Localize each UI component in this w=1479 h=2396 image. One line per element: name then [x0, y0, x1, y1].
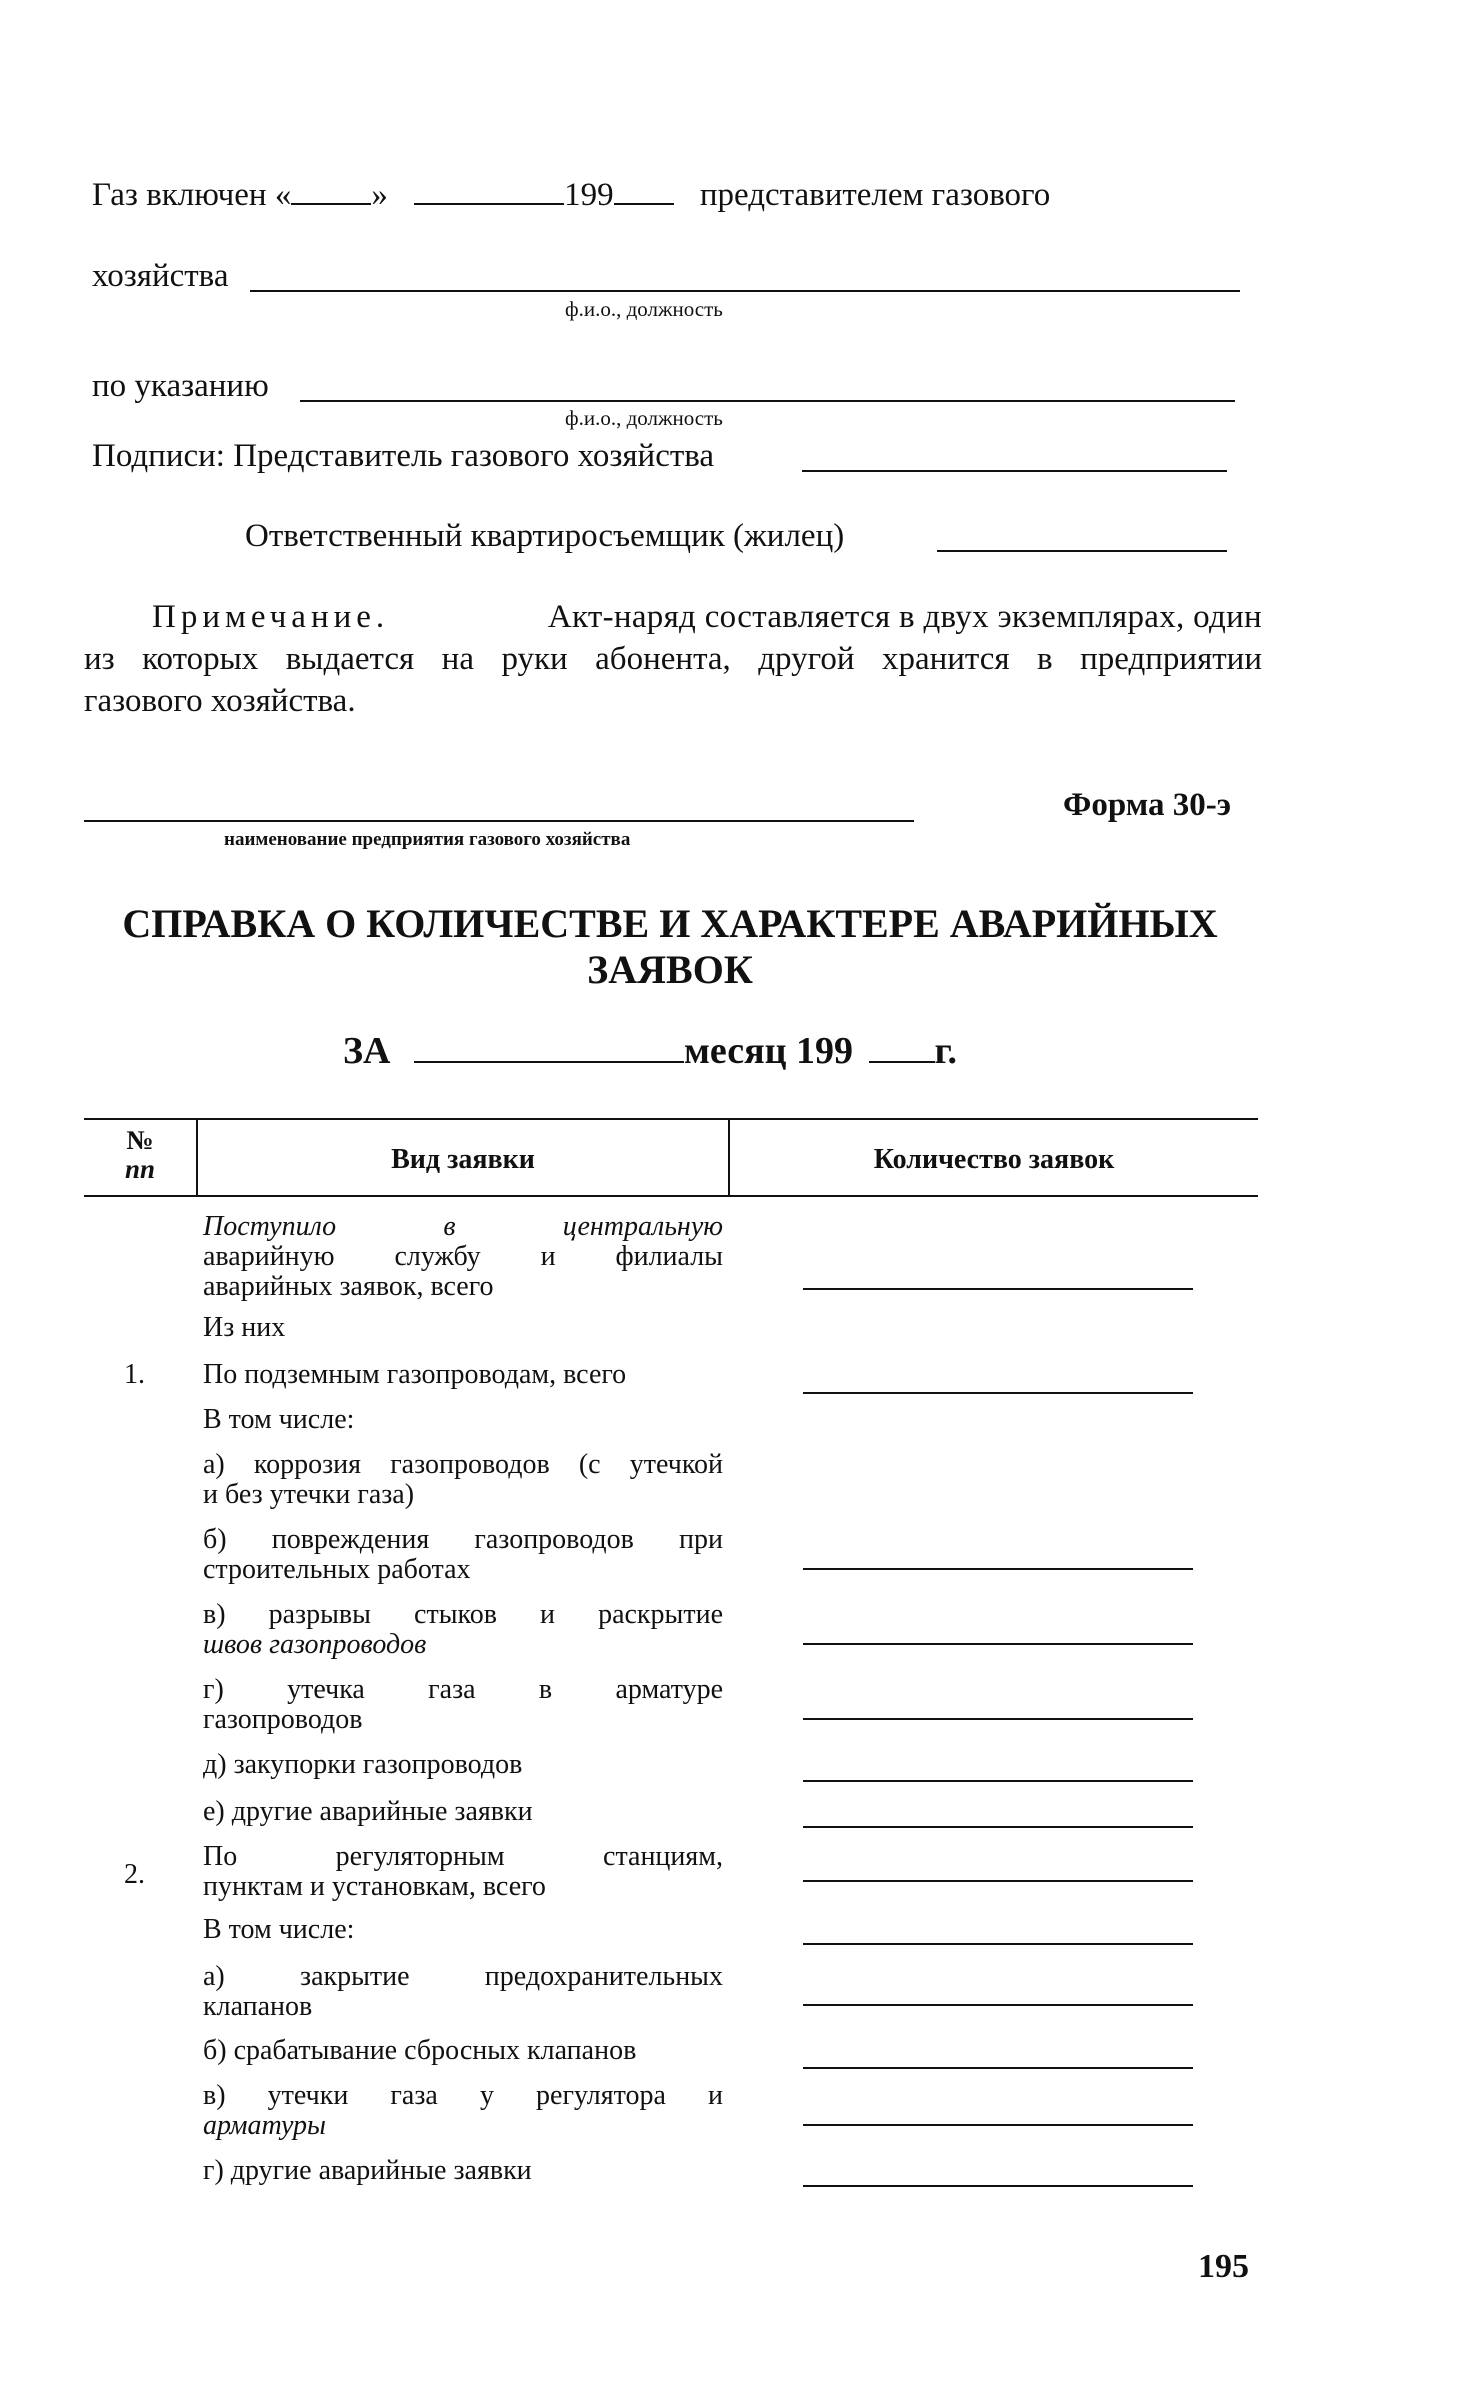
doc-title-line-2: ЗАЯВОК: [587, 947, 753, 992]
gas-on-line: [92, 175, 1050, 214]
signature-line: [802, 470, 1227, 472]
col-type-header: Вид заявки: [391, 1144, 535, 1175]
year-label: 199: [564, 177, 614, 213]
table-row: По подземным газопроводам, всего: [203, 1359, 627, 1390]
note-line-2: из которых выдается на руки абонента, другой хранится в предприятии: [84, 641, 1262, 677]
page-number: 195: [1198, 2248, 1249, 2285]
col-num-symbol: №: [126, 1125, 154, 1155]
signatures-label: Подписи: Представитель газового хозяйства: [92, 438, 715, 474]
table-row: а) закрытие предохранительных клапанов: [203, 1961, 723, 2022]
gas-on-label: Газ включен «: [92, 177, 292, 213]
table-row: Поступило в центральную аварийную службу и филиалы аварийных заявок, всего: [203, 1211, 723, 1302]
answer-line: [803, 1880, 1193, 1882]
table-row: г) другие аварийные заявки: [203, 2155, 532, 2186]
table-row: д) закупорки газопроводов: [203, 1749, 523, 1780]
table-top-rule: [84, 1118, 1258, 1120]
org-name-caption: наименование предприятия газового хозяйства: [224, 829, 631, 850]
month-name-blank: [414, 1031, 684, 1063]
table-row: в) утечки газа у регулятора и арматуры: [203, 2080, 723, 2141]
table-row: По регуляторным станциям, пунктам и установкам, всего: [203, 1841, 723, 1902]
answer-line: [803, 1568, 1193, 1570]
table-row: В том числе:: [203, 1914, 355, 1945]
answer-line: [803, 2124, 1193, 2126]
year-blank: [614, 175, 674, 205]
table-row: г) утечка газа в арматуре газопроводов: [203, 1674, 723, 1735]
month-blank: [414, 175, 564, 205]
col-count-header: Количество заявок: [873, 1144, 1115, 1175]
col-num-abbr: пп: [124, 1154, 156, 1184]
period-year-blank: [869, 1031, 935, 1063]
answer-line: [803, 1718, 1193, 1720]
form-label: Форма 30-э: [1063, 787, 1231, 823]
answer-line: [803, 2185, 1193, 2187]
period-prefix: ЗА: [343, 1030, 391, 1072]
table-row: Из них: [203, 1312, 286, 1343]
answer-line: [803, 1826, 1193, 1828]
note-title: Примечание.: [152, 599, 390, 635]
table-row: е) другие аварийные заявки: [203, 1796, 533, 1827]
fio-caption-1: ф.и.о., должность: [565, 297, 723, 321]
doc-title-line-1: СПРАВКА О КОЛИЧЕСТВЕ И ХАРАКТЕРЕ АВАРИЙНЫХ: [122, 901, 1218, 946]
table-row: а) коррозия газопроводов (с утечкой и без утечки газа): [203, 1449, 723, 1510]
fio-line-2: [300, 400, 1235, 402]
period-line: [343, 1030, 957, 1072]
note-line-1: [152, 598, 1262, 636]
org-name-line: [84, 820, 914, 822]
row-number: 2.: [124, 1859, 145, 1890]
answer-line: [803, 1392, 1193, 1394]
table-row: б) срабатывание сбросных клапанов: [203, 2035, 637, 2066]
tenant-line: [937, 550, 1227, 552]
period-month: месяц 199: [684, 1030, 854, 1072]
answer-line: [803, 2004, 1193, 2006]
table-header-rule: [84, 1195, 1258, 1197]
note-text-1: Акт-наряд составляется в двух экземплярах, один: [547, 599, 1262, 635]
tenant-label: Ответственный квартиросъемщик (жилец): [245, 518, 845, 554]
day-blank: [291, 175, 371, 205]
period-suffix: г.: [934, 1030, 958, 1072]
answer-line: [803, 1288, 1193, 1290]
answer-line: [803, 1643, 1193, 1645]
answer-line: [803, 1943, 1193, 1945]
table-row: б) повреждения газопроводов при строительных работах: [203, 1524, 723, 1585]
quote-close: »: [371, 177, 388, 213]
table-row: в) разрывы стыков и раскрытие швов газопроводов: [203, 1599, 723, 1660]
fio-line-1: [250, 290, 1240, 292]
economy-label: хозяйства: [92, 258, 229, 294]
representative-label: представителем газового: [699, 177, 1051, 213]
answer-line: [803, 1780, 1193, 1782]
answer-line: [803, 2067, 1193, 2069]
col-num-header: [84, 1126, 196, 1184]
row-number: 1.: [124, 1359, 145, 1390]
table-row: В том числе:: [203, 1404, 355, 1435]
by-order-label: по указанию: [92, 368, 269, 404]
note-line-3: газового хозяйства.: [84, 683, 356, 719]
fio-caption-2: ф.и.о., должность: [565, 406, 723, 430]
